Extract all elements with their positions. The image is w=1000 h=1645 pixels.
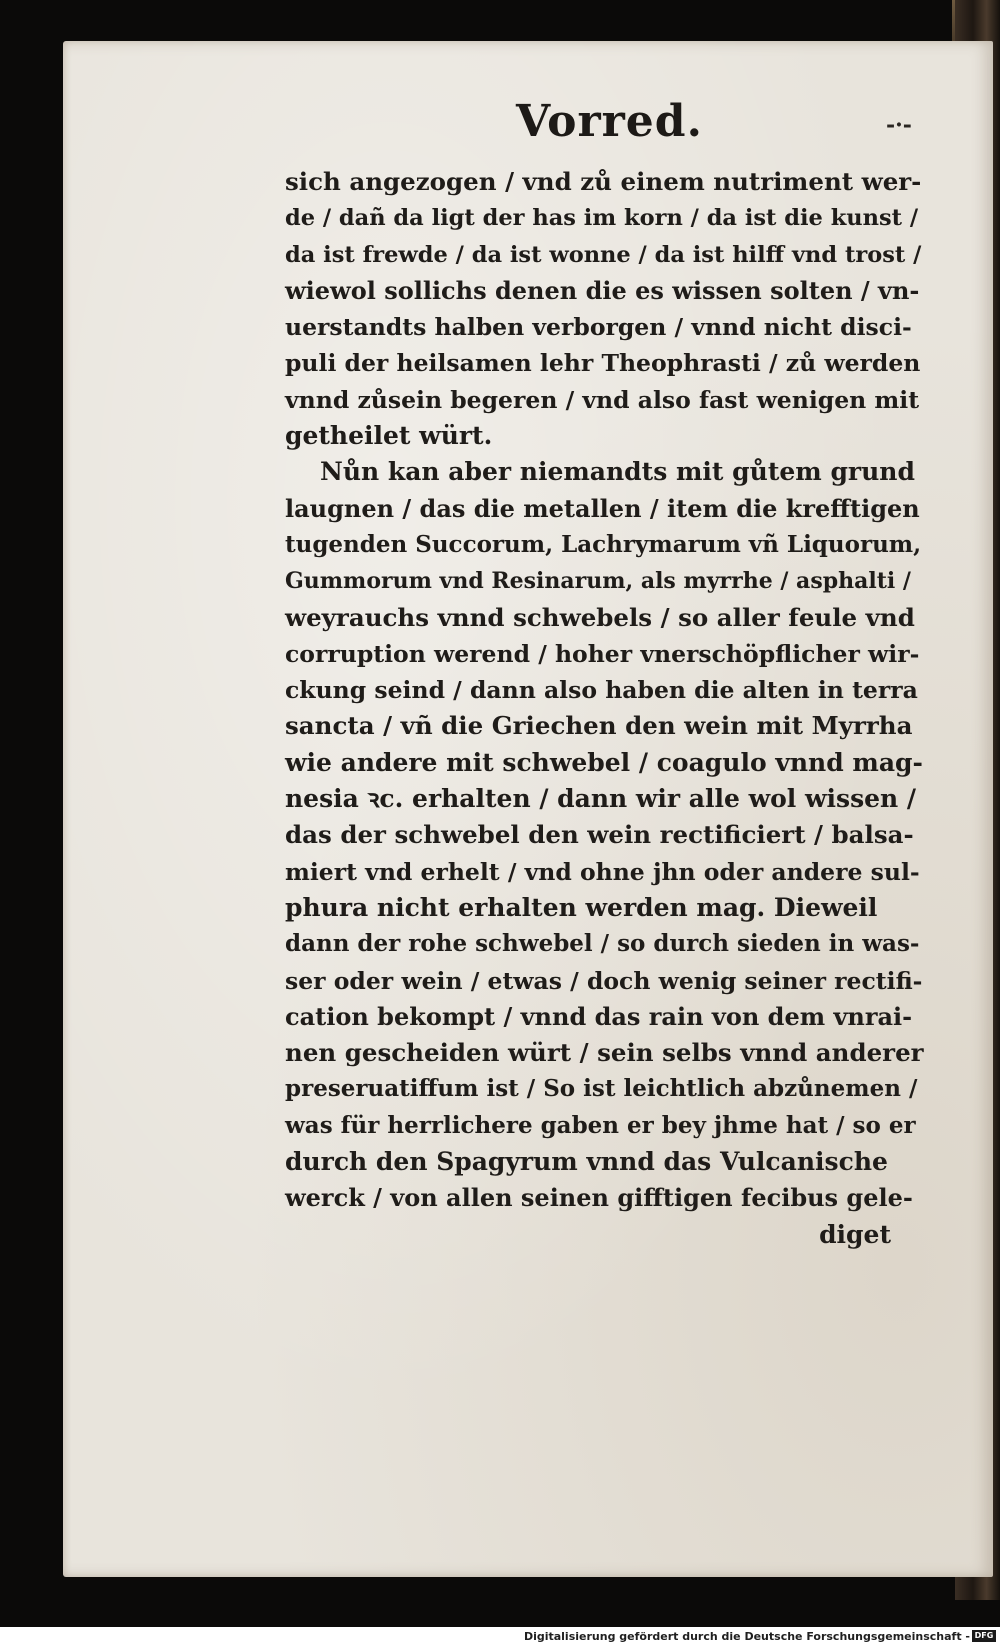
text-line: puli der heilsamen lehr Theophrasti / zů werden (285, 349, 921, 378)
text-line: de / dañ da ligt der has im korn / da ist die kunst / (285, 205, 919, 232)
text-line: nesia ꝛc. erhalten / dann wir alle wol wissen / (285, 784, 917, 814)
text-line: Gummorum vnd Resinarum, als myrrhe / asphalti / (285, 568, 911, 595)
catchword: diget (819, 1219, 891, 1249)
text-line: weyrauchs vnnd schwebels / so aller feule vnd (285, 602, 915, 632)
text-line: durch den Spagyrum vnnd das Vulcanische (285, 1147, 888, 1177)
text-line: vnnd zůsein begeren / vnd also fast wenigen mit (285, 385, 920, 414)
text-line: dann der rohe schwebel / so durch sieden in was- (285, 930, 920, 958)
running-head: Vorred. (516, 96, 703, 147)
dfg-logo: DFG (972, 1630, 996, 1642)
text-line: sancta / vñ die Griechen den wein mit Myrrha (285, 711, 913, 741)
paragraph-start-line: Nůn kan aber niemandts mit gůtem grund (320, 457, 915, 487)
text-line: uerstandts halben verborgen / vnnd nicht disci- (285, 313, 912, 342)
text-line: preseruatiffum ist / So ist leichtlich abzůnemen / (285, 1075, 918, 1103)
text-line: phura nicht erhalten werden mag. Dieweil (285, 892, 878, 922)
text-line: da ist frewde / da ist wonne / da ist hilff vnd trost / (285, 241, 922, 268)
text-line: tugenden Succorum, Lachrymarum vñ Liquorum, (285, 530, 922, 558)
text-line: getheilet würt. (285, 421, 493, 451)
text-block (285, 164, 925, 1253)
text-line: ckung seind / dann also haben die alten in terra (285, 676, 918, 705)
text-line: laugnen / das die metallen / item die krefftigen (285, 493, 920, 523)
digitization-credit: Digitalisierung gefördert durch die Deutsche Forschungsgemeinschaft - (523, 1630, 970, 1643)
text-line: nen gescheiden würt / sein selbs vnnd anderer (285, 1038, 924, 1068)
text-line: corruption werend / hoher vnerschöpflicher wir- (285, 639, 920, 668)
text-line: miert vnd erhelt / vnd ohne jhn oder andere sul- (285, 857, 920, 886)
text-line: was für herrlichere gaben er bey jhme hat / so er (285, 1111, 916, 1139)
text-line: sich angezogen / vnd zů einem nutriment wer- (285, 167, 922, 196)
text-line: ser oder wein / etwas / doch wenig seiner rectifi- (285, 966, 923, 995)
text-line: cation bekompt / vnnd das rain von dem vnrai- (285, 1001, 913, 1031)
text-line: werck / von allen seinen gifftigen fecibus gele- (285, 1183, 913, 1213)
text-line: wie andere mit schwebel / coagulo vnnd mag- (285, 747, 923, 777)
text-line: das der schwebel den wein rectificiert / balsa- (285, 820, 914, 850)
text-line: wiewol sollichs denen die es wissen solten / vn- (285, 275, 920, 305)
page-ornament: -·- (886, 112, 912, 138)
